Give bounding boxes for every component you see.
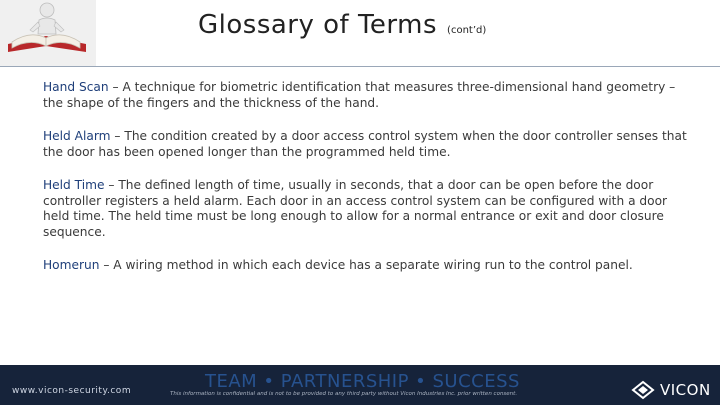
glossary-definition: A wiring method in which each device has a separate wiring run to the control panel. <box>113 258 633 272</box>
glossary-term: Hand Scan <box>43 80 109 94</box>
glossary-entry <box>43 129 693 160</box>
term-separator: – <box>110 129 125 143</box>
glossary-entry <box>43 258 693 274</box>
open-book-figure-icon <box>0 0 96 66</box>
term-separator: – <box>108 80 123 94</box>
page-title: Glossary of Terms <box>198 10 438 40</box>
page-subtitle: (cont’d) <box>447 25 487 36</box>
title-group <box>198 10 486 50</box>
glossary-definition: The defined length of time, usually in seconds, that a door can be open before the door controller registers a held alarm. Each door in an access control system can be configured with a door held time. The held time must be long enough to allow for a normal entrance or exit and door closure sequence. <box>43 178 668 239</box>
footer-tagline: TEAM • PARTNERSHIP • SUCCESS <box>205 371 520 392</box>
glossary-definition: A technique for biometric identification that measures three-dimensional hand geometry – the shape of the fingers and the thickness of the hand. <box>43 80 676 110</box>
term-separator: – <box>104 178 119 192</box>
glossary-term: Held Alarm <box>43 129 111 143</box>
confidentiality-note: This information is confidential and is not to be provided to any third party without Vicon Industries Inc. prior written consent. <box>170 391 518 397</box>
vicon-logo-text: VICON <box>660 381 711 399</box>
glossary-entry <box>43 80 693 111</box>
header-divider <box>0 66 720 67</box>
glossary-definition: The condition created by a door access control system when the door controller senses that the door has been opened longer than the programmed held time. <box>43 129 687 159</box>
term-separator: – <box>99 258 114 272</box>
glossary-term: Homerun <box>43 258 100 272</box>
slide-header <box>0 0 720 66</box>
slide-footer <box>0 365 720 405</box>
glossary-list <box>43 80 693 292</box>
glossary-entry <box>43 178 693 240</box>
website-link[interactable]: www.vicon-security.com <box>12 386 132 396</box>
glossary-term: Held Time <box>43 178 105 192</box>
